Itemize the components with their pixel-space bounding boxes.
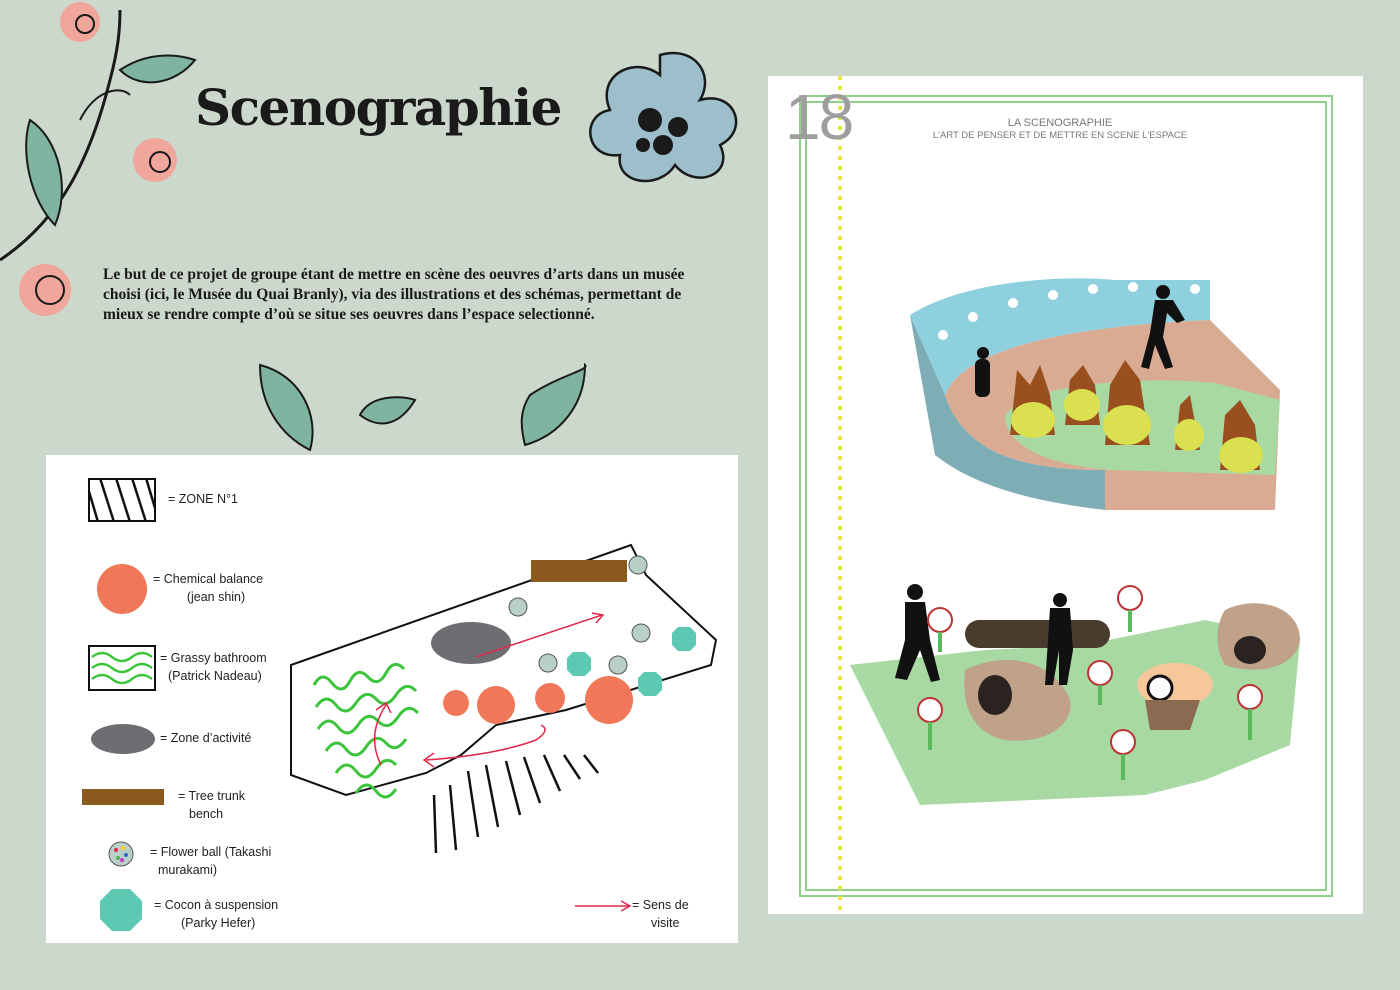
legend-sens-label: = Sens de: [632, 898, 689, 912]
legend-zone-label: = ZONE N°1: [168, 492, 238, 506]
legend-cocon-sub: (Parky Hefer): [181, 916, 256, 930]
flower-doodle-icon: [575, 45, 750, 190]
section-title: LA SCENOGRAPHIE: [1007, 117, 1113, 129]
floor-plan: [46, 455, 738, 943]
legend-flower-sub: murakami): [158, 863, 218, 877]
legend-chemical-sub: (jean shin): [186, 590, 246, 604]
legend-chemical-label: = Chemical balance: [153, 572, 264, 586]
legend-grassy-sub: (Patrick Nadeau): [168, 669, 262, 683]
legend-activity-label: = Zone d’activité: [160, 731, 252, 745]
scenography-illustration-bottom: [845, 580, 1315, 805]
page-title: Scenographie: [195, 78, 561, 137]
legend-sens-sub: visite: [651, 916, 680, 930]
plan-card: [46, 455, 738, 943]
leaf-decoration-bottom: [240, 355, 620, 455]
scenography-illustration-top: [905, 275, 1285, 520]
legend-trunk-sub: bench: [189, 807, 224, 821]
legend-grassy-label: = Grassy bathroom: [160, 651, 267, 665]
legend-cocon-label: = Cocon à suspension: [154, 898, 279, 912]
legend-flower-label: = Flower ball (Takashi: [150, 845, 272, 859]
legend-trunk-label: = Tree trunk: [178, 789, 246, 803]
section-subtitle: L'ART DE PENSER ET DE METTRE EN SCENE L'ESPACE: [932, 130, 1188, 141]
intro-paragraph: Le but de ce projet de groupe étant de mettre en scène des oeuvres d’arts dans un musée choisi (ici, le Musée du Quai Branly), via des illustrations et des schémas, permettant de mieux se rendre compte d’où se situe ses oeuvres dans l’espace selectionné.: [103, 266, 685, 323]
page-number: 18: [785, 81, 853, 153]
